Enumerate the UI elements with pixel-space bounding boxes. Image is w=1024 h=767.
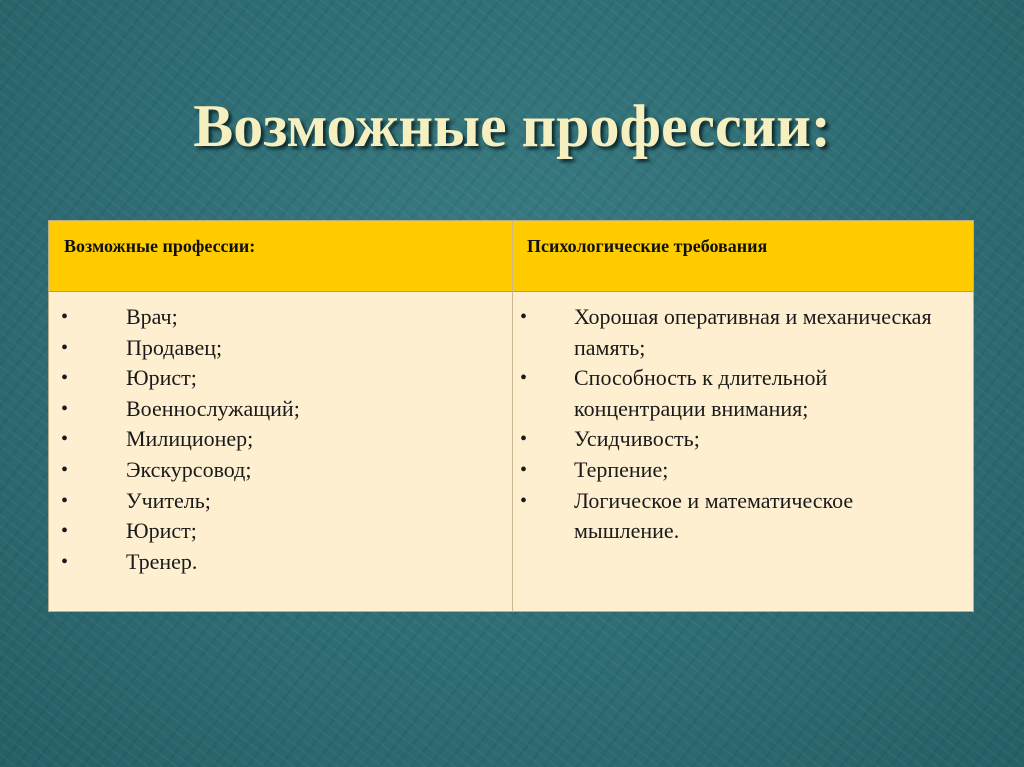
list-item [61, 302, 501, 333]
bullet-icon: • [61, 367, 69, 390]
profession-text: Военнослужащий; [126, 395, 300, 421]
list-item [61, 455, 501, 486]
profession-text: Продавец; [126, 334, 223, 360]
bullet-icon: • [520, 306, 528, 328]
profession-text: Милиционер; [126, 426, 254, 452]
requirement-text: Хорошая оперативная и механическая память; [574, 304, 932, 360]
bullet-icon: • [520, 458, 528, 481]
bullet-icon: • [61, 458, 69, 481]
list-item [61, 363, 501, 394]
bullet-icon: • [61, 550, 69, 573]
slide-title: Возможные профессии: [193, 93, 831, 159]
list-item [520, 302, 960, 363]
bullet-icon: • [61, 489, 69, 512]
bullet-icon: • [61, 306, 69, 328]
header-professions: Возможные профессии: [64, 236, 256, 256]
requirement-text: Логическое и математическое мышление. [574, 487, 854, 544]
table-header-row [49, 221, 973, 292]
list-item [520, 455, 960, 486]
profession-text: Экскурсовод; [126, 456, 252, 482]
requirement-text: Усидчивость; [574, 426, 700, 452]
requirement-text: Терпение; [574, 456, 669, 482]
bullet-icon: • [61, 336, 69, 359]
profession-text: Юрист; [126, 518, 197, 544]
column-divider [512, 221, 513, 611]
list-item [61, 333, 501, 364]
bullet-icon: • [61, 397, 69, 420]
list-item [520, 363, 960, 424]
profession-text: Юрист; [126, 365, 197, 391]
bullet-icon: • [520, 428, 528, 451]
list-item [61, 486, 501, 517]
list-item [61, 547, 501, 578]
list-item [520, 486, 960, 547]
bullet-icon: • [520, 489, 528, 512]
list-item [61, 424, 501, 455]
list-item [61, 516, 501, 547]
list-item [520, 424, 960, 455]
profession-text: Врач; [126, 304, 178, 329]
profession-text: Учитель; [126, 487, 211, 513]
professions-table [48, 220, 974, 612]
requirements-list [520, 302, 960, 547]
requirement-text: Способность к длительной концентрации внимания; [574, 365, 828, 421]
professions-list [61, 302, 501, 577]
bullet-icon: • [61, 520, 69, 543]
profession-text: Тренер. [126, 548, 198, 574]
header-requirements: Психологические требования [527, 236, 768, 256]
bullet-icon: • [520, 367, 528, 390]
list-item [61, 394, 501, 425]
bullet-icon: • [61, 428, 69, 451]
